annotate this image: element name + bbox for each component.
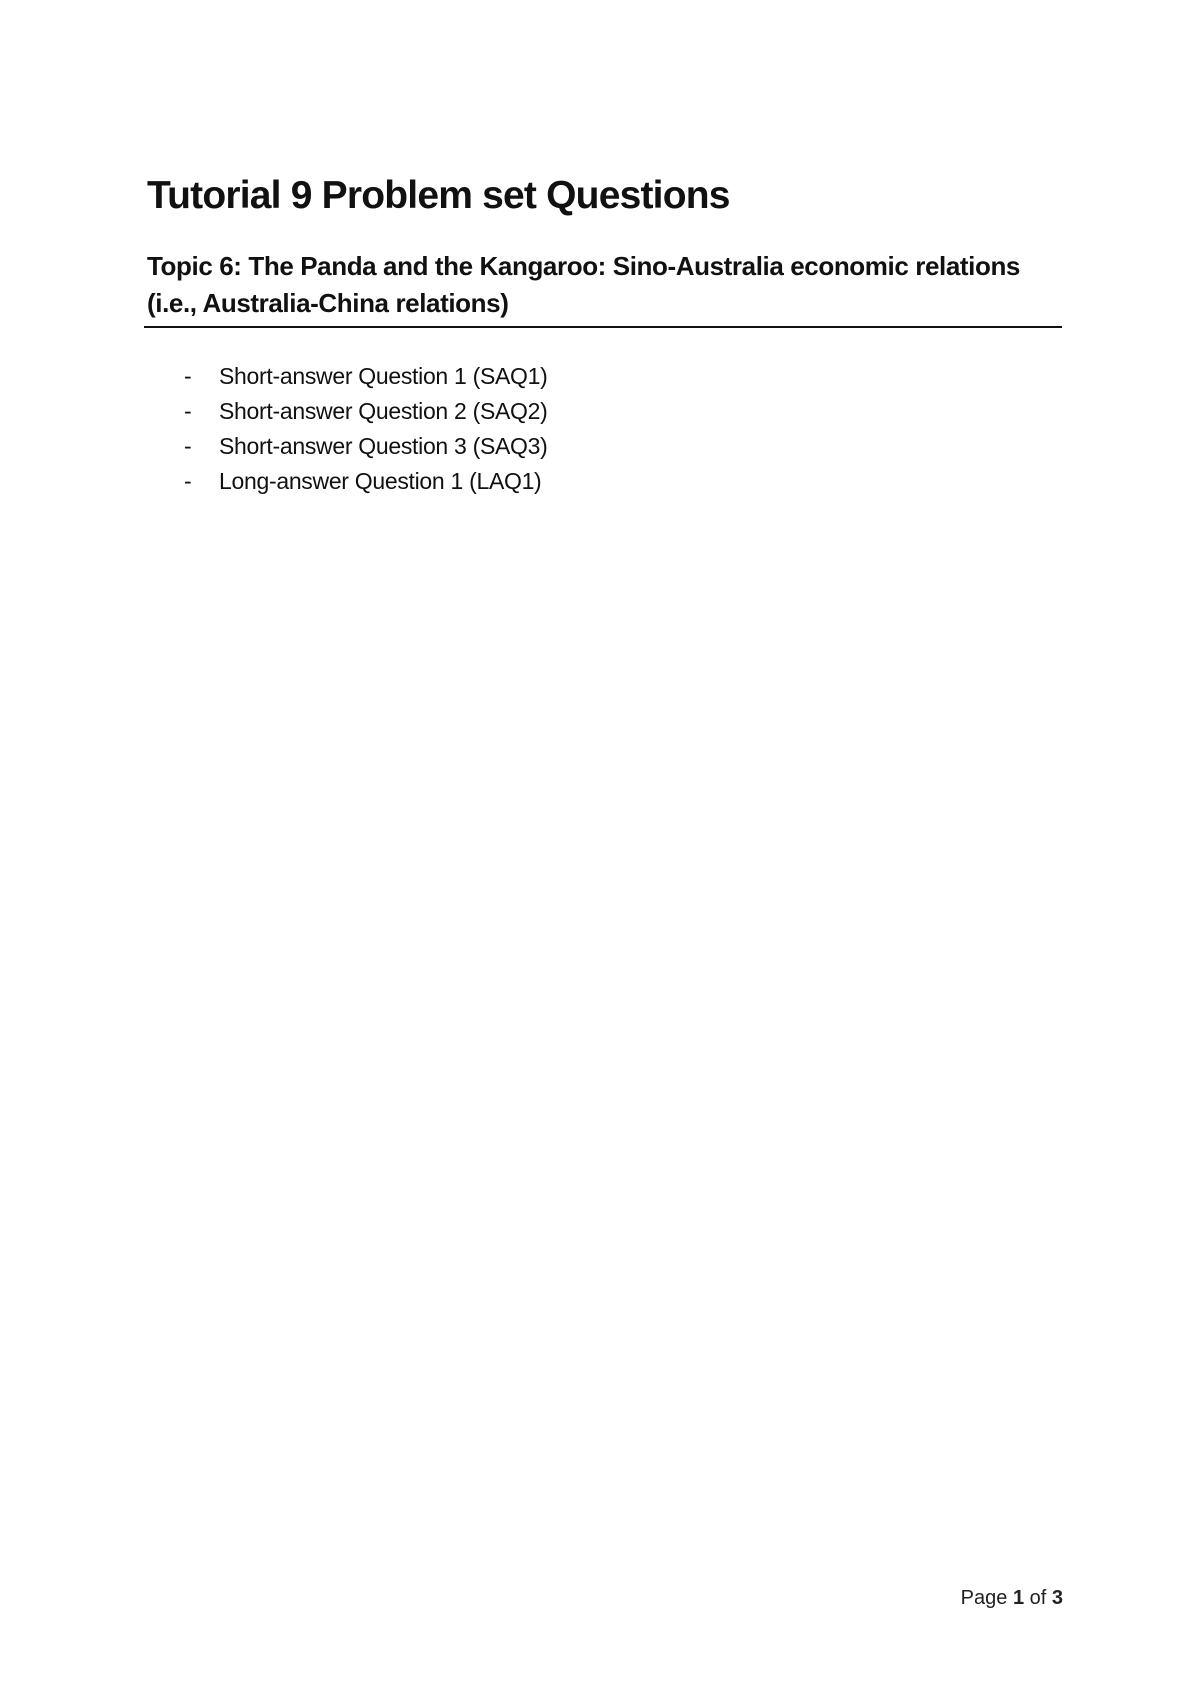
list-item bbox=[184, 359, 547, 394]
list-item-text: Long-answer Question 1 (LAQ1) bbox=[219, 468, 542, 494]
page-word: Page bbox=[960, 1587, 1008, 1609]
page-number-footer bbox=[961, 1585, 1063, 1611]
list-item bbox=[184, 429, 547, 464]
current-page-number: 1 bbox=[1012, 1587, 1025, 1609]
list-item bbox=[184, 394, 547, 429]
list-item-text: Short-answer Question 3 (SAQ3) bbox=[219, 433, 548, 459]
question-list bbox=[184, 359, 547, 499]
topic-heading-block bbox=[144, 248, 1062, 328]
list-item-text: Short-answer Question 2 (SAQ2) bbox=[219, 398, 548, 424]
topic-heading: Topic 6: The Panda and the Kangaroo: Sino-Australia economic relations (i.e., Australia-China relations) bbox=[147, 251, 1020, 318]
dash-bullet: - bbox=[184, 363, 192, 389]
list-item-text: Short-answer Question 1 (SAQ1) bbox=[219, 363, 548, 389]
total-page-count: 3 bbox=[1051, 1587, 1063, 1609]
dash-bullet: - bbox=[184, 433, 192, 459]
document-title: Tutorial 9 Problem set Questions bbox=[147, 174, 730, 217]
dash-bullet: - bbox=[184, 398, 192, 424]
list-item bbox=[184, 464, 547, 499]
dash-bullet: - bbox=[184, 468, 192, 494]
of-word: of bbox=[1029, 1587, 1047, 1609]
